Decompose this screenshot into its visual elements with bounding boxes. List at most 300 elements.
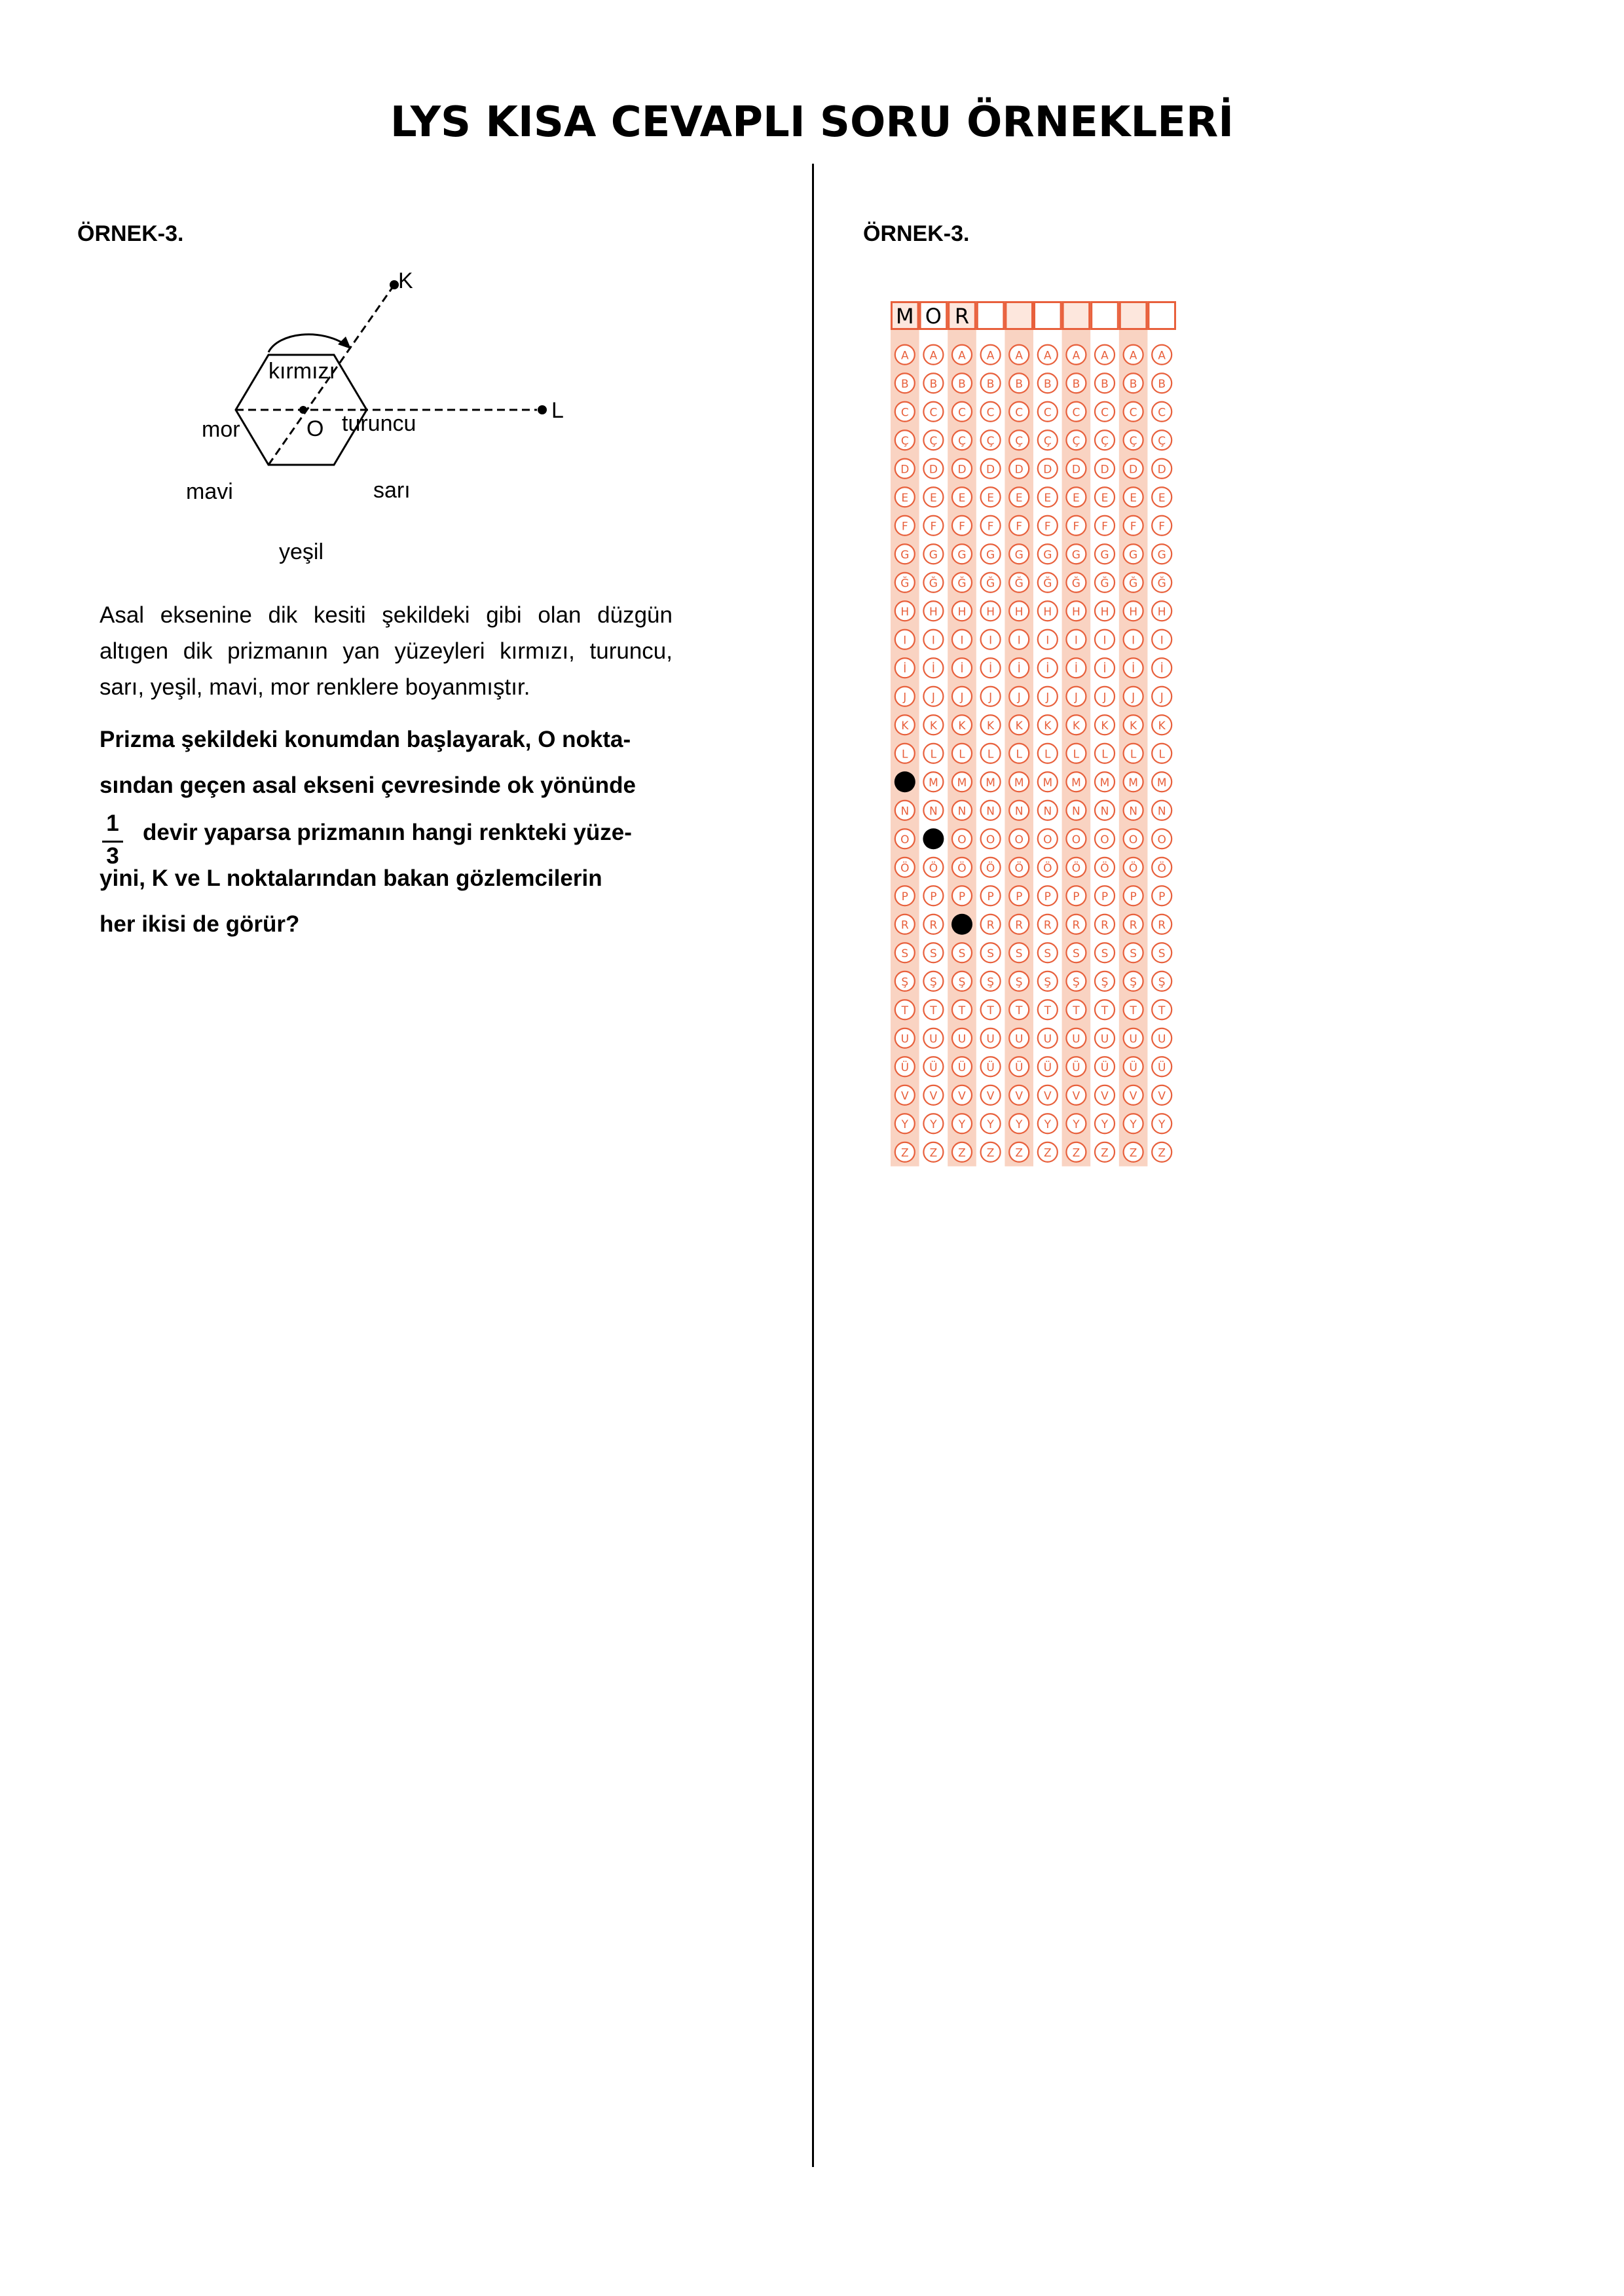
answer-bubble[interactable] [952, 1000, 972, 1019]
answer-bubble[interactable] [1152, 544, 1172, 564]
answer-bubble[interactable] [1038, 687, 1058, 706]
answer-bubble[interactable] [952, 1057, 972, 1076]
answer-bubble[interactable] [1095, 1000, 1115, 1019]
answer-bubble[interactable] [952, 402, 972, 422]
answer-bubble[interactable] [1009, 744, 1029, 763]
answer-bubble[interactable] [1038, 829, 1058, 848]
answer-bubble[interactable] [1124, 544, 1143, 564]
answer-bubble[interactable] [1066, 1000, 1086, 1019]
answer-bubble[interactable] [1066, 459, 1086, 479]
answer-bubble[interactable] [1066, 1085, 1086, 1105]
answer-bubble[interactable] [1066, 744, 1086, 763]
answer-bubble[interactable] [1152, 459, 1172, 479]
answer-bubble[interactable] [1038, 1000, 1058, 1019]
answer-bubble[interactable] [895, 487, 915, 507]
answer-bubble[interactable] [1009, 1085, 1029, 1105]
answer-bubble[interactable] [895, 516, 915, 536]
answer-bubble[interactable] [895, 1142, 915, 1162]
answer-bubble[interactable] [895, 402, 915, 422]
answer-bubble[interactable] [952, 573, 972, 592]
answer-bubble[interactable] [1152, 658, 1172, 678]
answer-bubble[interactable] [1152, 402, 1172, 422]
answer-bubble[interactable] [1009, 345, 1029, 365]
answer-bubble[interactable] [981, 829, 1001, 848]
answer-box[interactable] [977, 302, 1004, 329]
answer-bubble[interactable] [1009, 801, 1029, 820]
answer-bubble[interactable] [1152, 943, 1172, 962]
answer-bubble[interactable] [923, 772, 943, 792]
answer-bubble[interactable] [895, 886, 915, 905]
answer-bubble[interactable] [952, 1142, 972, 1162]
answer-bubble[interactable] [923, 1000, 943, 1019]
answer-bubble[interactable] [895, 544, 915, 564]
answer-bubble[interactable] [1152, 630, 1172, 649]
answer-bubble[interactable] [952, 1029, 972, 1048]
answer-bubble[interactable] [952, 886, 972, 905]
answer-bubble[interactable] [1066, 1057, 1086, 1076]
answer-bubble[interactable] [895, 1114, 915, 1133]
answer-bubble[interactable] [1124, 373, 1143, 393]
answer-bubble[interactable] [1095, 1142, 1115, 1162]
answer-bubble[interactable] [981, 687, 1001, 706]
answer-bubble[interactable] [1095, 430, 1115, 450]
answer-bubble[interactable] [981, 744, 1001, 763]
answer-bubble[interactable] [1152, 829, 1172, 848]
answer-bubble[interactable] [1152, 601, 1172, 621]
answer-bubble[interactable] [1009, 601, 1029, 621]
answer-bubble[interactable] [895, 1000, 915, 1019]
answer-bubble[interactable] [1152, 373, 1172, 393]
answer-bubble[interactable] [923, 1057, 943, 1076]
answer-bubble[interactable] [1152, 430, 1172, 450]
answer-bubble[interactable] [895, 345, 915, 365]
answer-bubble[interactable] [1124, 516, 1143, 536]
answer-bubble[interactable] [895, 430, 915, 450]
answer-bubble[interactable] [1095, 516, 1115, 536]
answer-bubble[interactable] [1152, 1029, 1172, 1048]
answer-bubble[interactable] [1095, 915, 1115, 934]
answer-bubble[interactable] [895, 1085, 915, 1105]
answer-bubble[interactable] [981, 1029, 1001, 1048]
answer-bubble[interactable] [1152, 715, 1172, 735]
answer-bubble[interactable] [1038, 1114, 1058, 1133]
answer-bubble[interactable] [981, 858, 1001, 877]
answer-box[interactable] [1092, 302, 1118, 329]
answer-bubble[interactable] [1095, 829, 1115, 848]
answer-bubble[interactable] [1009, 858, 1029, 877]
answer-bubble[interactable] [923, 459, 943, 479]
answer-bubble[interactable] [1038, 972, 1058, 991]
answer-bubble[interactable] [1095, 345, 1115, 365]
answer-bubble[interactable] [1095, 1085, 1115, 1105]
answer-bubble[interactable] [981, 373, 1001, 393]
answer-bubble[interactable] [923, 345, 943, 365]
answer-bubble[interactable] [1095, 772, 1115, 792]
answer-bubble[interactable] [923, 687, 943, 706]
answer-bubble[interactable] [1095, 658, 1115, 678]
answer-bubble[interactable] [1124, 1029, 1143, 1048]
answer-bubble[interactable] [952, 715, 972, 735]
answer-bubble[interactable] [1152, 1114, 1172, 1133]
answer-bubble[interactable] [1152, 687, 1172, 706]
answer-bubble[interactable] [1009, 772, 1029, 792]
answer-bubble[interactable] [1124, 345, 1143, 365]
answer-bubble[interactable] [981, 772, 1001, 792]
answer-bubble[interactable] [952, 943, 972, 962]
answer-bubble[interactable] [1038, 658, 1058, 678]
answer-bubble[interactable] [1152, 345, 1172, 365]
answer-bubble[interactable] [952, 658, 972, 678]
answer-bubble[interactable] [1095, 601, 1115, 621]
answer-bubble[interactable] [1009, 487, 1029, 507]
svg-text:P: P [987, 890, 994, 903]
answer-bubble[interactable] [1124, 573, 1143, 592]
answer-bubble[interactable] [1152, 1057, 1172, 1076]
answer-bubble[interactable] [1066, 573, 1086, 592]
answer-bubble[interactable] [1038, 915, 1058, 934]
answer-bubble[interactable] [1066, 658, 1086, 678]
answer-bubble[interactable] [1009, 459, 1029, 479]
answer-bubble[interactable] [981, 487, 1001, 507]
answer-bubble[interactable] [981, 345, 1001, 365]
answer-bubble[interactable] [981, 972, 1001, 991]
answer-bubble[interactable] [1066, 487, 1086, 507]
answer-bubble[interactable] [1124, 972, 1143, 991]
answer-bubble[interactable] [1152, 801, 1172, 820]
answer-bubble[interactable] [923, 544, 943, 564]
answer-bubble[interactable] [1095, 744, 1115, 763]
answer-bubble[interactable] [1152, 972, 1172, 991]
answer-bubble[interactable] [1066, 801, 1086, 820]
answer-bubble[interactable] [981, 915, 1001, 934]
answer-bubble[interactable] [1009, 630, 1029, 649]
answer-bubble[interactable] [923, 1114, 943, 1133]
answer-bubble[interactable] [895, 972, 915, 991]
answer-bubble[interactable] [1095, 1029, 1115, 1048]
answer-bubble[interactable] [952, 601, 972, 621]
answer-bubble[interactable] [952, 858, 972, 877]
answer-bubble[interactable] [895, 744, 915, 763]
answer-bubble[interactable] [1066, 373, 1086, 393]
answer-bubble[interactable] [1095, 801, 1115, 820]
answer-bubble[interactable] [1124, 402, 1143, 422]
answer-bubble[interactable] [1066, 601, 1086, 621]
answer-bubble[interactable] [1038, 886, 1058, 905]
answer-bubble[interactable] [923, 1029, 943, 1048]
answer-bubble[interactable] [952, 544, 972, 564]
answer-bubble[interactable] [1095, 687, 1115, 706]
filled-bubble[interactable] [951, 914, 972, 935]
answer-bubble[interactable] [1124, 801, 1143, 820]
answer-bubble[interactable] [952, 630, 972, 649]
answer-bubble[interactable] [981, 943, 1001, 962]
answer-bubble[interactable] [895, 715, 915, 735]
answer-bubble[interactable] [1095, 544, 1115, 564]
answer-bubble[interactable] [1124, 1114, 1143, 1133]
answer-bubble[interactable] [923, 573, 943, 592]
answer-bubble[interactable] [1124, 886, 1143, 905]
filled-bubble[interactable] [923, 828, 944, 849]
answer-bubble[interactable] [981, 601, 1001, 621]
answer-bubble[interactable] [1066, 345, 1086, 365]
answer-box[interactable] [1120, 302, 1147, 329]
answer-bubble[interactable] [952, 487, 972, 507]
answer-bubble[interactable] [1095, 715, 1115, 735]
answer-bubble[interactable] [1038, 715, 1058, 735]
answer-bubble[interactable] [923, 1085, 943, 1105]
answer-bubble[interactable] [1066, 772, 1086, 792]
answer-bubble[interactable] [923, 601, 943, 621]
answer-bubble[interactable] [923, 630, 943, 649]
answer-bubble[interactable] [923, 744, 943, 763]
answer-bubble[interactable] [1066, 915, 1086, 934]
answer-bubble[interactable] [1038, 516, 1058, 536]
answer-bubble[interactable] [981, 459, 1001, 479]
answer-bubble[interactable] [1009, 972, 1029, 991]
answer-bubble[interactable] [1066, 1142, 1086, 1162]
answer-box[interactable] [1035, 302, 1061, 329]
answer-bubble[interactable] [1038, 943, 1058, 962]
answer-bubble[interactable] [1124, 943, 1143, 962]
answer-bubble[interactable] [1124, 658, 1143, 678]
answer-bubble[interactable] [1038, 1142, 1058, 1162]
answer-bubble[interactable] [1038, 1029, 1058, 1048]
answer-bubble[interactable] [1009, 687, 1029, 706]
answer-bubble[interactable] [1124, 601, 1143, 621]
answer-bubble[interactable] [1095, 1114, 1115, 1133]
answer-bubble[interactable] [895, 1029, 915, 1048]
answer-bubble[interactable] [1066, 858, 1086, 877]
answer-bubble[interactable] [1038, 1057, 1058, 1076]
answer-bubble[interactable] [981, 630, 1001, 649]
answer-bubble[interactable] [1095, 373, 1115, 393]
answer-bubble[interactable] [923, 715, 943, 735]
answer-bubble[interactable] [1095, 630, 1115, 649]
answer-bubble[interactable] [923, 1142, 943, 1162]
answer-bubble[interactable] [1009, 1057, 1029, 1076]
answer-bubble[interactable] [1038, 345, 1058, 365]
answer-bubble[interactable] [1038, 373, 1058, 393]
answer-bubble[interactable] [923, 430, 943, 450]
answer-bubble[interactable] [895, 373, 915, 393]
answer-bubble[interactable] [952, 1114, 972, 1133]
answer-bubble[interactable] [1095, 487, 1115, 507]
answer-bubble[interactable] [895, 630, 915, 649]
answer-bubble[interactable] [895, 459, 915, 479]
answer-bubble[interactable] [1152, 772, 1172, 792]
answer-bubble[interactable] [1066, 972, 1086, 991]
answer-bubble[interactable] [1066, 630, 1086, 649]
answer-bubble[interactable] [1124, 1000, 1143, 1019]
answer-bubble[interactable] [1124, 744, 1143, 763]
answer-bubble[interactable] [1152, 1000, 1172, 1019]
answer-bubble[interactable] [952, 772, 972, 792]
answer-bubble[interactable] [923, 915, 943, 934]
answer-bubble[interactable] [1066, 829, 1086, 848]
answer-bubble[interactable] [981, 715, 1001, 735]
answer-bubble[interactable] [1038, 573, 1058, 592]
answer-bubble[interactable] [1038, 1085, 1058, 1105]
answer-bubble[interactable] [1152, 573, 1172, 592]
answer-bubble[interactable] [895, 1057, 915, 1076]
answer-bubble[interactable] [1009, 1114, 1029, 1133]
answer-bubble[interactable] [1124, 430, 1143, 450]
answer-bubble[interactable] [1038, 801, 1058, 820]
answer-bubble[interactable] [1009, 573, 1029, 592]
answer-bubble[interactable] [1152, 1142, 1172, 1162]
answer-bubble[interactable] [981, 1142, 1001, 1162]
answer-bubble[interactable] [1152, 915, 1172, 934]
answer-bubble[interactable] [1152, 1085, 1172, 1105]
answer-bubble[interactable] [923, 658, 943, 678]
answer-bubble[interactable] [1009, 886, 1029, 905]
answer-bubble[interactable] [1095, 886, 1115, 905]
answer-bubble[interactable] [1066, 516, 1086, 536]
answer-bubble[interactable] [1152, 744, 1172, 763]
answer-bubble[interactable] [981, 1114, 1001, 1133]
answer-bubble[interactable] [923, 943, 943, 962]
answer-bubble[interactable] [1066, 687, 1086, 706]
answer-bubble[interactable] [1038, 772, 1058, 792]
answer-bubble[interactable] [1066, 544, 1086, 564]
answer-bubble[interactable] [1066, 402, 1086, 422]
answer-bubble[interactable] [923, 858, 943, 877]
answer-bubble[interactable] [923, 972, 943, 991]
answer-bubble[interactable] [981, 658, 1001, 678]
answer-bubble[interactable] [1095, 858, 1115, 877]
answer-bubble[interactable] [1038, 402, 1058, 422]
answer-bubble[interactable] [1152, 858, 1172, 877]
answer-bubble[interactable] [1124, 487, 1143, 507]
answer-bubble[interactable] [981, 544, 1001, 564]
answer-bubble[interactable] [1038, 601, 1058, 621]
answer-bubble[interactable] [952, 516, 972, 536]
answer-bubble[interactable] [1009, 516, 1029, 536]
answer-bubble[interactable] [952, 744, 972, 763]
answer-bubble[interactable] [952, 801, 972, 820]
answer-bubble[interactable] [1066, 1114, 1086, 1133]
answer-bubble[interactable] [1152, 516, 1172, 536]
answer-bubble[interactable] [1124, 630, 1143, 649]
answer-bubble[interactable] [1152, 886, 1172, 905]
answer-bubble[interactable] [1124, 687, 1143, 706]
answer-bubble[interactable] [1124, 858, 1143, 877]
answer-bubble[interactable] [1095, 972, 1115, 991]
answer-bubble[interactable] [1009, 829, 1029, 848]
answer-bubble[interactable] [1095, 459, 1115, 479]
answer-bubble[interactable] [895, 601, 915, 621]
answer-bubble[interactable] [1095, 1057, 1115, 1076]
answer-bubble[interactable] [1038, 430, 1058, 450]
answer-bubble[interactable] [923, 487, 943, 507]
answer-bubble[interactable] [952, 345, 972, 365]
answer-bubble[interactable] [1009, 715, 1029, 735]
answer-bubble[interactable] [1009, 943, 1029, 962]
answer-bubble[interactable] [1066, 943, 1086, 962]
answer-bubble[interactable] [1124, 459, 1143, 479]
answer-bubble[interactable] [981, 1085, 1001, 1105]
answer-bubble[interactable] [1095, 943, 1115, 962]
answer-bubble[interactable] [1009, 1142, 1029, 1162]
answer-bubble[interactable] [1038, 744, 1058, 763]
answer-box[interactable] [1149, 302, 1175, 329]
answer-bubble[interactable] [895, 943, 915, 962]
answer-bubble[interactable] [1124, 1085, 1143, 1105]
answer-bubble[interactable] [981, 402, 1001, 422]
answer-bubble[interactable] [952, 459, 972, 479]
answer-bubble[interactable] [1066, 1029, 1086, 1048]
answer-bubble[interactable] [1009, 373, 1029, 393]
answer-bubble[interactable] [1095, 402, 1115, 422]
answer-bubble[interactable] [1124, 715, 1143, 735]
answer-bubble[interactable] [1009, 915, 1029, 934]
answer-bubble[interactable] [952, 687, 972, 706]
answer-bubble[interactable] [981, 886, 1001, 905]
answer-bubble[interactable] [981, 801, 1001, 820]
answer-bubble[interactable] [1009, 658, 1029, 678]
answer-bubble[interactable] [952, 1085, 972, 1105]
answer-bubble[interactable] [895, 658, 915, 678]
svg-text:J: J [1046, 691, 1050, 704]
answer-bubble[interactable] [981, 1000, 1001, 1019]
answer-bubble[interactable] [1038, 487, 1058, 507]
answer-bubble[interactable] [895, 829, 915, 848]
answer-bubble[interactable] [923, 373, 943, 393]
answer-bubble[interactable] [1038, 544, 1058, 564]
answer-bubble[interactable] [981, 430, 1001, 450]
answer-bubble[interactable] [952, 829, 972, 848]
answer-bubble[interactable] [1009, 430, 1029, 450]
answer-bubble[interactable] [1038, 630, 1058, 649]
answer-bubble[interactable] [895, 801, 915, 820]
answer-bubble[interactable] [923, 402, 943, 422]
answer-bubble[interactable] [981, 516, 1001, 536]
answer-box[interactable] [1006, 302, 1033, 329]
answer-bubble[interactable] [1066, 886, 1086, 905]
svg-text:F: F [930, 520, 937, 534]
answer-bubble[interactable] [1038, 459, 1058, 479]
answer-bubble[interactable] [1009, 1000, 1029, 1019]
answer-bubble[interactable] [1038, 858, 1058, 877]
answer-bubble[interactable] [1124, 915, 1143, 934]
answer-bubble[interactable] [1124, 829, 1143, 848]
answer-bubble[interactable] [895, 858, 915, 877]
answer-box[interactable] [1063, 302, 1090, 329]
answer-bubble[interactable] [981, 1057, 1001, 1076]
answer-bubble[interactable] [923, 516, 943, 536]
answer-bubble[interactable] [895, 573, 915, 592]
answer-bubble[interactable] [1152, 487, 1172, 507]
answer-bubble[interactable] [895, 687, 915, 706]
answer-bubble[interactable] [1009, 1029, 1029, 1048]
answer-bubble[interactable] [1009, 544, 1029, 564]
answer-bubble[interactable] [923, 801, 943, 820]
answer-bubble[interactable] [1095, 573, 1115, 592]
answer-bubble[interactable] [895, 915, 915, 934]
answer-bubble[interactable] [923, 886, 943, 905]
answer-bubble[interactable] [1009, 402, 1029, 422]
answer-bubble[interactable] [1124, 1142, 1143, 1162]
answer-bubble[interactable] [952, 373, 972, 393]
answer-bubble[interactable] [952, 972, 972, 991]
answer-bubble[interactable] [1124, 772, 1143, 792]
answer-bubble[interactable] [1066, 715, 1086, 735]
answer-bubble[interactable] [1124, 1057, 1143, 1076]
filled-bubble[interactable] [895, 771, 915, 792]
answer-bubble[interactable] [981, 573, 1001, 592]
answer-bubble[interactable] [1066, 430, 1086, 450]
answer-bubble[interactable] [952, 430, 972, 450]
